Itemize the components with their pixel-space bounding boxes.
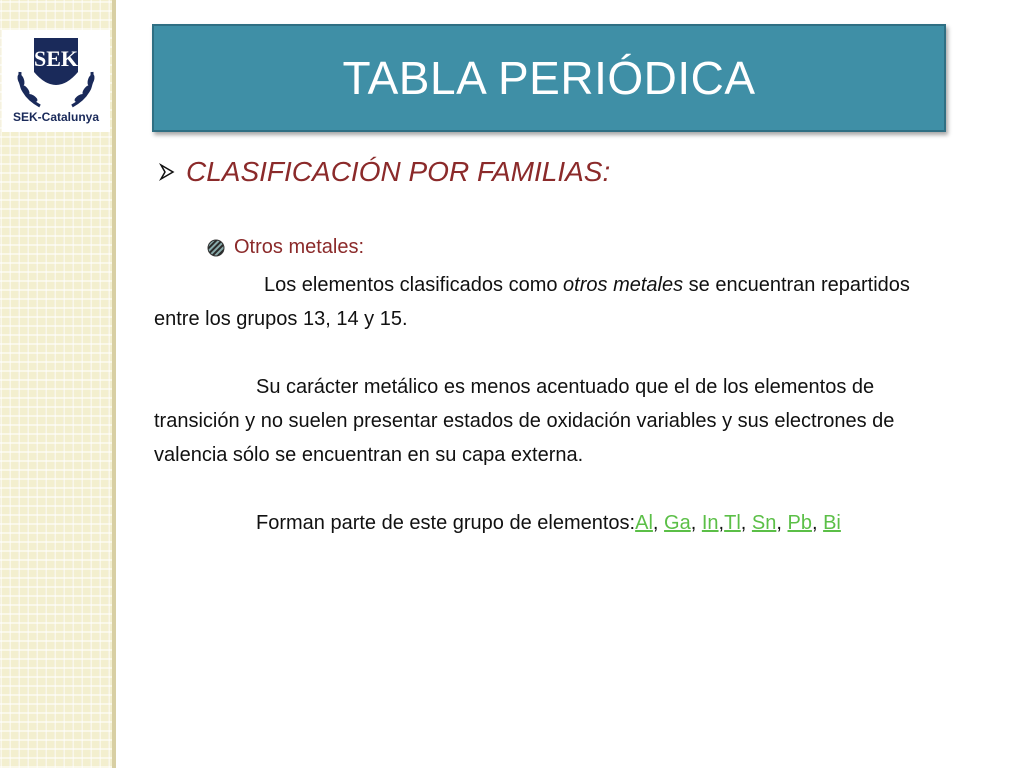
school-logo — [2, 30, 110, 132]
paragraph-1-after: se encuentran repartidos entre los grupos 13, 14 y 15. — [154, 274, 910, 330]
title-bar — [152, 24, 946, 132]
sek-emblem-icon — [14, 32, 98, 110]
element-link-in[interactable]: In — [701, 512, 719, 534]
paragraph-1-before: Los elementos clasificados como — [264, 274, 564, 296]
paragraph-1 — [154, 268, 954, 336]
logo-caption: SEK-Catalunya — [12, 110, 100, 124]
slide-title: TABLA PERIÓDICA — [342, 52, 756, 104]
element-link-sn[interactable]: Sn — [751, 512, 777, 534]
subheading-text: Otros metales: — [234, 236, 365, 258]
element-link-bi[interactable]: Bi — [823, 512, 841, 534]
element-link-ga[interactable]: Ga — [664, 512, 691, 534]
body-text — [154, 268, 954, 574]
paragraph-1-italic: otros metales — [563, 274, 684, 296]
paragraph-3-intro: Forman parte de este grupo de elementos: — [256, 512, 636, 534]
heading-text: CLASIFICACIÓN POR FAMILIAS: — [186, 156, 611, 187]
paragraph-3: Forman parte de este grupo de elementos:Al, Ga, In,Tl, Sn, Pb, Bi — [256, 512, 841, 534]
svg-text:SEK: SEK — [33, 46, 79, 71]
paragraph-2-text: Su carácter metálico es menos acentuado que el de los elementos de transición y no suelen presentar estados de oxidación variables y sus electrones de valencia sólo se encuentran en su capa externa. — [154, 376, 895, 466]
arrow-bullet-icon — [158, 162, 178, 182]
element-link-tl[interactable]: Tl — [724, 512, 741, 534]
paragraph-2 — [154, 370, 954, 472]
element-link-pb[interactable]: Pb — [787, 512, 812, 534]
sidebar-edge — [112, 0, 116, 768]
section-heading — [158, 156, 610, 188]
subsection — [206, 236, 364, 259]
disc-bullet-icon — [206, 238, 226, 258]
element-link-al[interactable]: Al — [635, 512, 653, 534]
